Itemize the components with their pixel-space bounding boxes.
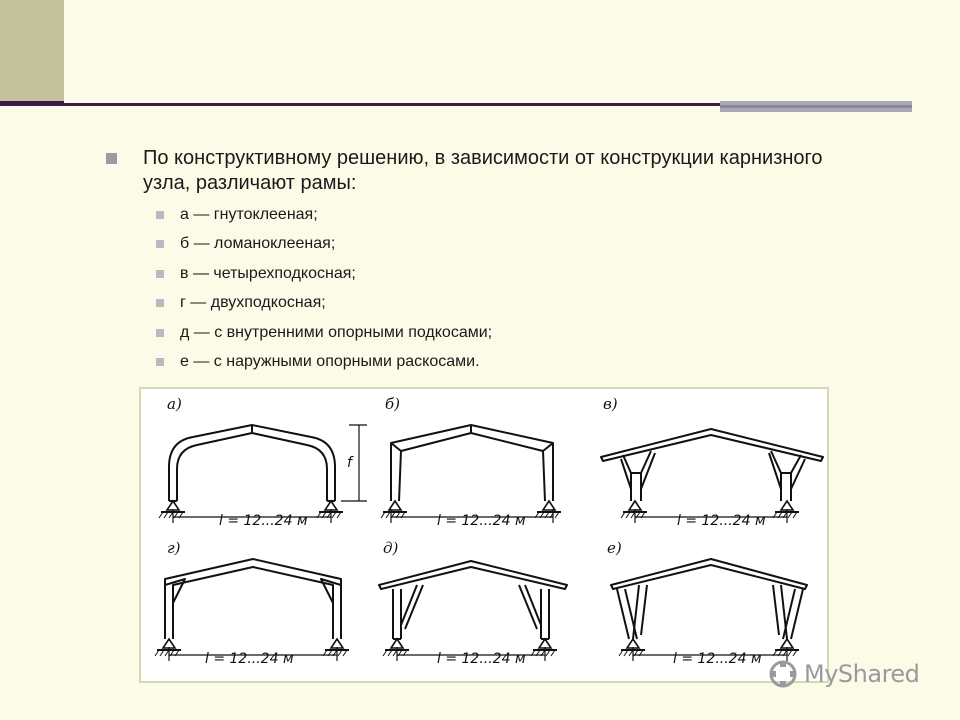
sub-bullet-list [156, 200, 866, 377]
span-label: l = 12...24 м [219, 513, 308, 529]
panel-label-g: г) [167, 539, 181, 557]
panel-label-v: в) [603, 395, 618, 413]
title-divider-accent [0, 101, 64, 106]
sub-bullet-text: в — четырехподкосная; [180, 264, 356, 282]
watermark-text: MyShared [804, 660, 920, 688]
span-label: l = 12...24 м [673, 651, 762, 667]
corner-decoration [0, 0, 64, 104]
list-item [156, 200, 866, 230]
sub-bullet-text: а — гнутоклееная; [180, 205, 318, 223]
square-bullet-icon [106, 153, 117, 164]
watermark [768, 656, 919, 692]
panel-label-b: б) [385, 395, 401, 413]
square-bullet-icon [156, 358, 164, 366]
panel-label-d: д) [383, 539, 399, 557]
square-bullet-icon [156, 270, 164, 278]
panel-label-a: а) [167, 395, 182, 413]
square-bullet-icon [156, 329, 164, 337]
frames-drawing [141, 389, 827, 681]
square-bullet-icon [156, 211, 164, 219]
span-label: l = 12...24 м [437, 513, 526, 529]
list-item [156, 318, 866, 348]
list-item [156, 348, 866, 378]
frame-types-figure [139, 387, 829, 683]
list-item [156, 289, 866, 319]
sub-bullet-text: е — с наружными опорными раскосами. [180, 353, 480, 371]
title-divider [0, 103, 720, 106]
span-label: l = 12...24 м [205, 651, 294, 667]
span-label: l = 12...24 м [677, 513, 766, 529]
list-item [156, 259, 866, 289]
sub-bullet-text: г — двухподкосная; [180, 294, 326, 312]
slide-content [106, 146, 866, 377]
myshared-logo-icon [768, 659, 798, 689]
height-label: f [347, 455, 352, 471]
sub-bullet-text: б — ломаноклееная; [180, 235, 336, 253]
header-bar [720, 101, 912, 112]
list-item [156, 230, 866, 260]
span-label: l = 12...24 м [437, 651, 526, 667]
panel-label-e: е) [607, 539, 622, 557]
square-bullet-icon [156, 299, 164, 307]
sub-bullet-text: д — с внутренними опорными подкосами; [180, 323, 493, 341]
main-bullet-text: По конструктивному решению, в зависимости от конструкции карнизного узла, различают рамы: [143, 147, 823, 194]
square-bullet-icon [156, 240, 164, 248]
main-bullet-item [106, 146, 866, 196]
